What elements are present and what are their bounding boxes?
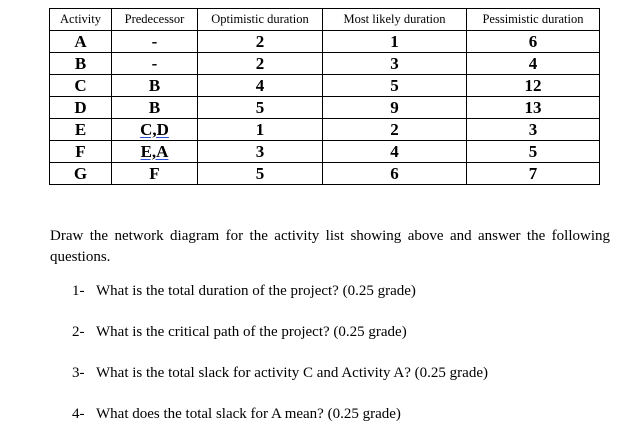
- cell-activity: B: [50, 53, 112, 75]
- cell-predecessor: -: [112, 53, 198, 75]
- cell-predecessor: B: [112, 75, 198, 97]
- cell-activity: F: [50, 141, 112, 163]
- header-pessimistic-duration: Pessimistic duration: [467, 9, 600, 31]
- table-row: [50, 53, 600, 75]
- cell-activity: D: [50, 97, 112, 119]
- cell-optimistic: 3: [198, 141, 323, 163]
- cell-pessimistic: 4: [467, 53, 600, 75]
- cell-most-likely: 4: [323, 141, 467, 163]
- cell-pessimistic: 12: [467, 75, 600, 97]
- cell-most-likely: 6: [323, 163, 467, 185]
- table-row: [50, 97, 600, 119]
- question-text: What does the total slack for A mean? (0.25 grade): [96, 406, 401, 422]
- header-activity: Activity: [50, 9, 112, 31]
- cell-optimistic: 1: [198, 119, 323, 141]
- cell-activity: A: [50, 31, 112, 53]
- question-number: 4-: [72, 406, 85, 422]
- instructions-text: Draw the network diagram for the activity list showing above and answer the following questions.: [50, 228, 610, 265]
- cell-optimistic: 2: [198, 31, 323, 53]
- question-number: 2-: [72, 324, 85, 340]
- cell-pessimistic: 7: [467, 163, 600, 185]
- cell-most-likely: 3: [323, 53, 467, 75]
- cell-optimistic: 5: [198, 97, 323, 119]
- header-optimistic-duration: Optimistic duration: [198, 9, 323, 31]
- cell-activity: G: [50, 163, 112, 185]
- cell-most-likely: 5: [323, 75, 467, 97]
- question-text: What is the critical path of the project? (0.25 grade): [96, 324, 407, 340]
- questions-list: [72, 281, 488, 445]
- table-row: [50, 75, 600, 97]
- cell-pessimistic: 3: [467, 119, 600, 141]
- cell-activity: C: [50, 75, 112, 97]
- cell-predecessor: -: [112, 31, 198, 53]
- header-most-likely-duration: Most likely duration: [323, 9, 467, 31]
- question-item: [72, 322, 488, 342]
- cell-pessimistic: 5: [467, 141, 600, 163]
- table-row: [50, 31, 600, 53]
- cell-pessimistic: 6: [467, 31, 600, 53]
- cell-optimistic: 5: [198, 163, 323, 185]
- question-item: [72, 363, 488, 383]
- cell-optimistic: 2: [198, 53, 323, 75]
- question-item: [72, 404, 488, 424]
- predecessor-link-text: E,A: [140, 141, 169, 161]
- cell-most-likely: 9: [323, 97, 467, 119]
- cell-predecessor: F: [112, 163, 198, 185]
- question-item: [72, 281, 488, 301]
- question-number: 3-: [72, 365, 85, 381]
- predecessor-link-text: C,D: [140, 119, 169, 139]
- table-row: [50, 119, 600, 141]
- activity-table: [49, 8, 600, 185]
- cell-optimistic: 4: [198, 75, 323, 97]
- question-number: 1-: [72, 283, 85, 299]
- cell-predecessor: [112, 119, 198, 141]
- cell-most-likely: 2: [323, 119, 467, 141]
- cell-most-likely: 1: [323, 31, 467, 53]
- table-row: [50, 163, 600, 185]
- cell-activity: E: [50, 119, 112, 141]
- question-text: What is the total duration of the project? (0.25 grade): [96, 283, 416, 299]
- cell-predecessor: [112, 141, 198, 163]
- cell-predecessor: B: [112, 97, 198, 119]
- header-predecessor: Predecessor: [112, 9, 198, 31]
- cell-pessimistic: 13: [467, 97, 600, 119]
- question-text: What is the total slack for activity C and Activity A? (0.25 grade): [96, 365, 488, 381]
- table-row: [50, 141, 600, 163]
- table-header-row: [50, 9, 600, 31]
